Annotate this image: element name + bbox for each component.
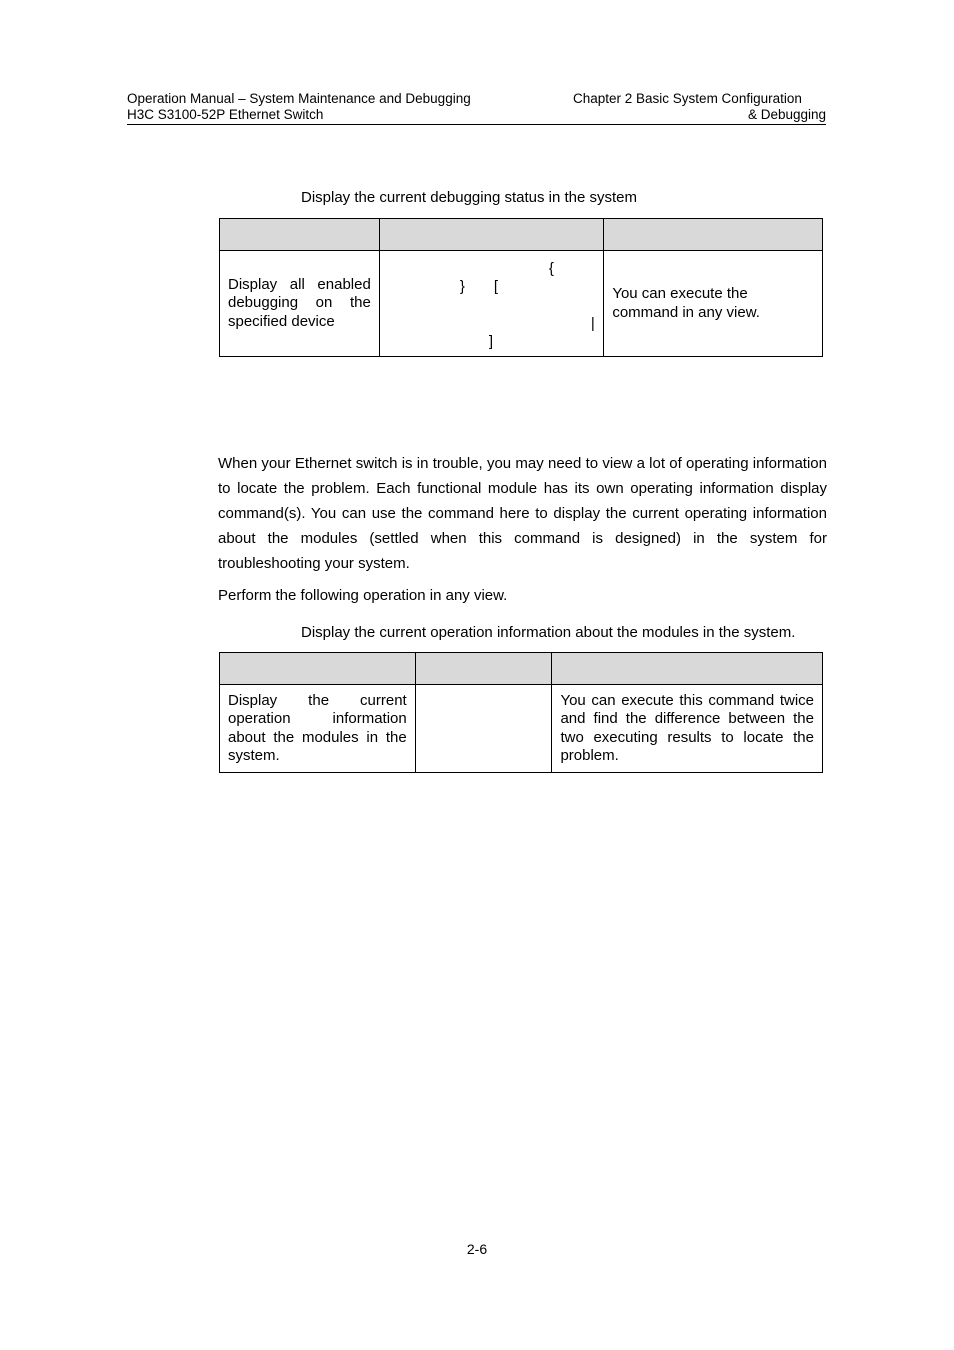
table1-cell-command bbox=[379, 251, 604, 357]
header-right-line1: Chapter 2 Basic System Configuration bbox=[573, 91, 802, 106]
table1-header-cell-command bbox=[379, 219, 604, 251]
section-paragraph-2: Perform the following operation in any view. bbox=[218, 587, 508, 604]
table1-header-row bbox=[220, 219, 823, 251]
table1-row bbox=[220, 251, 823, 357]
command-fragment-close-bracket: ] bbox=[488, 333, 493, 350]
table2-header-cell-operation bbox=[220, 653, 416, 685]
header-right-line2: & Debugging bbox=[747, 107, 826, 122]
table2 bbox=[219, 652, 823, 773]
table2-cell-remarks: You can execute this command twice and find the difference between the two executing results to locate the problem. bbox=[552, 685, 823, 773]
section-paragraph-1: When your Ethernet switch is in trouble, you may need to view a lot of operating information to locate the problem. Each functional module has its own operating information display command(s). You can use the command here to display the current operating information about the modules (settled when this command is designed) in the system for troubleshooting your system. bbox=[218, 455, 827, 572]
table1-caption: Display the current debugging status in the system bbox=[301, 189, 638, 206]
table1-header-cell-operation bbox=[220, 219, 380, 251]
table2-cell-operation: Display the current operation information about the modules in the system. bbox=[220, 685, 416, 773]
table2-header-row bbox=[220, 653, 823, 685]
table1-cell-remarks: You can execute the command in any view. bbox=[604, 251, 823, 357]
command-fragment-open-bracket: [ bbox=[493, 278, 498, 295]
table2-caption: Display the current operation information about the modules in the system. bbox=[301, 624, 796, 641]
page-number: 2-6 bbox=[466, 1241, 488, 1257]
table2-row bbox=[220, 685, 823, 773]
command-fragment-open-brace: { bbox=[548, 260, 554, 277]
table1-header-cell-remarks bbox=[604, 219, 823, 251]
table1 bbox=[219, 218, 823, 357]
table2-header-cell-command bbox=[415, 653, 552, 685]
table2-cell-command bbox=[415, 685, 552, 773]
table1-cell-operation: Display all enabled debugging on the specified device bbox=[220, 251, 380, 357]
command-fragment-pipe: | bbox=[590, 315, 595, 332]
header-left-line1: Operation Manual – System Maintenance and Debugging bbox=[127, 91, 471, 106]
header-rule bbox=[127, 124, 826, 125]
header-left-line2: H3C S3100-52P Ethernet Switch bbox=[127, 107, 324, 122]
table2-header-cell-remarks bbox=[552, 653, 823, 685]
command-fragment-close-brace: } bbox=[459, 278, 465, 295]
